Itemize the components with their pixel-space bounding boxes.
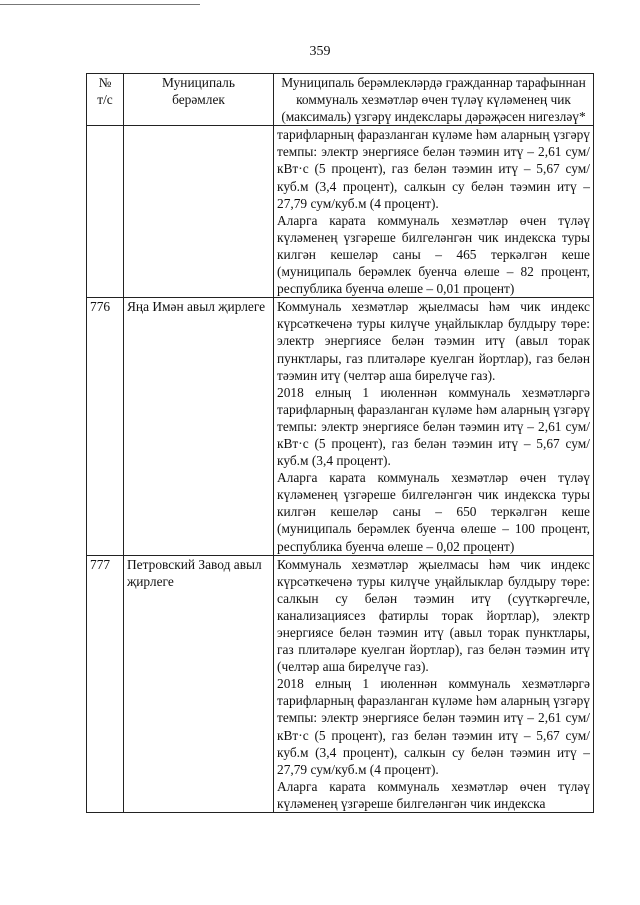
- table-row: [87, 555, 594, 812]
- description-paragraph: тарифларның фаразланган күләме һәм аларның үзгәрү темпы: электр энергиясе белән тәэмин итү – 2,61 сум/кВт·с (5 процент), газ белән тәэмин итү – 5,67 сум/куб.м (3,4 процент), салкын су белән тәэмин итү – 27,79 сум/куб.м (4 процент).: [277, 127, 590, 211]
- top-rule: [0, 4, 200, 5]
- header-description: Муниципаль берәмлекләрдә гражданнар тарафыннан коммуналь хезмәтләр өчен түләү күләменең чик (максималь) үзгәрү индекслары дәрәҗәсен нигезләү*: [274, 74, 594, 126]
- description-paragraph: Аларга карата коммуналь хезмәтләр өчен түләү күләменең үзгәреше билгеләнгән чик индекска туры килгән кешеләр саны – 650 теркәлгән кеше (муниципаль берәмлек буенча өлеше – 100 процент, республика буенча өлеше – 0,02 процент): [277, 470, 590, 554]
- row-number: 776: [87, 298, 124, 555]
- row-description: [274, 555, 594, 812]
- row-number: [87, 126, 124, 298]
- row-number: 777: [87, 555, 124, 812]
- description-paragraph: Аларга карата коммуналь хезмәтләр өчен түләү күләменең үзгәреше билгеләнгән чик индекска туры килгән кешеләр саны – 465 теркәлгән кеше (муниципаль берәмлек буенча өлеше – 82 процент, республика буенча өлеше – 0,01 процент): [277, 212, 590, 297]
- row-municipality: Яңа Имән авыл җирлеге: [124, 298, 274, 555]
- row-municipality: [124, 126, 274, 298]
- table-row: [87, 298, 594, 555]
- description-paragraph: Коммуналь хезмәтләр җыелмасы һәм чик индекс күрсәткеченә туры килүче уңайлыклар булдыру төре: салкын су белән тәэмин итү (суүткәргечле, канализациясез фатирлы торак йортлар), электр энергиясе белән тәэмин итү (авыл торак пунктлары, газ плитәләре куелган йортлар), газ белән тәэмин итү (челтәр аша бирелүче газ).: [277, 556, 590, 675]
- description-paragraph: 2018 елның 1 июленнән коммуналь хезмәтләргә тарифларның фаразланган күләме һәм аларның үзгәрү темпы: электр энергиясе белән тәэмин итү – 2,61 сум/кВт·с (5 процент), газ белән тәэмин итү – 5,67 сум/куб.м (3,4 процент), салкын су белән тәэмин итү – 27,79 сум/куб.м (4 процент).: [277, 676, 590, 777]
- page-number: 359: [309, 44, 331, 59]
- table-row: [87, 126, 594, 298]
- description-paragraph: Аларга карата коммуналь хезмәтләр өчен түләү күләменең үзгәреше билгеләнгән чик индекска: [277, 778, 590, 811]
- row-description: [274, 126, 594, 298]
- header-number: № т/с: [87, 74, 124, 126]
- row-description: [274, 298, 594, 555]
- header-municipality: Муниципаль берәмлек: [124, 74, 274, 126]
- data-table: [86, 73, 594, 813]
- row-municipality: Петровский Завод авыл җирлеге: [124, 555, 274, 812]
- description-paragraph: 2018 елның 1 июленнән коммуналь хезмәтләргә тарифларның фаразланган күләме һәм аларның үзгәрү темпы: электр энергиясе белән тәэмин итү – 2,61 сум/кВт·с (5 процент), газ белән тәэмин итү – 5,67 сум/куб.м (3,4 процент).: [277, 384, 590, 469]
- table-header-row: [87, 74, 594, 126]
- description-paragraph: Коммуналь хезмәтләр җыелмасы һәм чик индекс күрсәткеченә туры килүче уңайлыклар булдыру төре: электр энергиясе белән тәэмин итү (авыл торак пунктлары, газ плитәләре куелган йортлар), газ белән тәэмин итү (челтәр аша бирелүче газ).: [277, 299, 590, 383]
